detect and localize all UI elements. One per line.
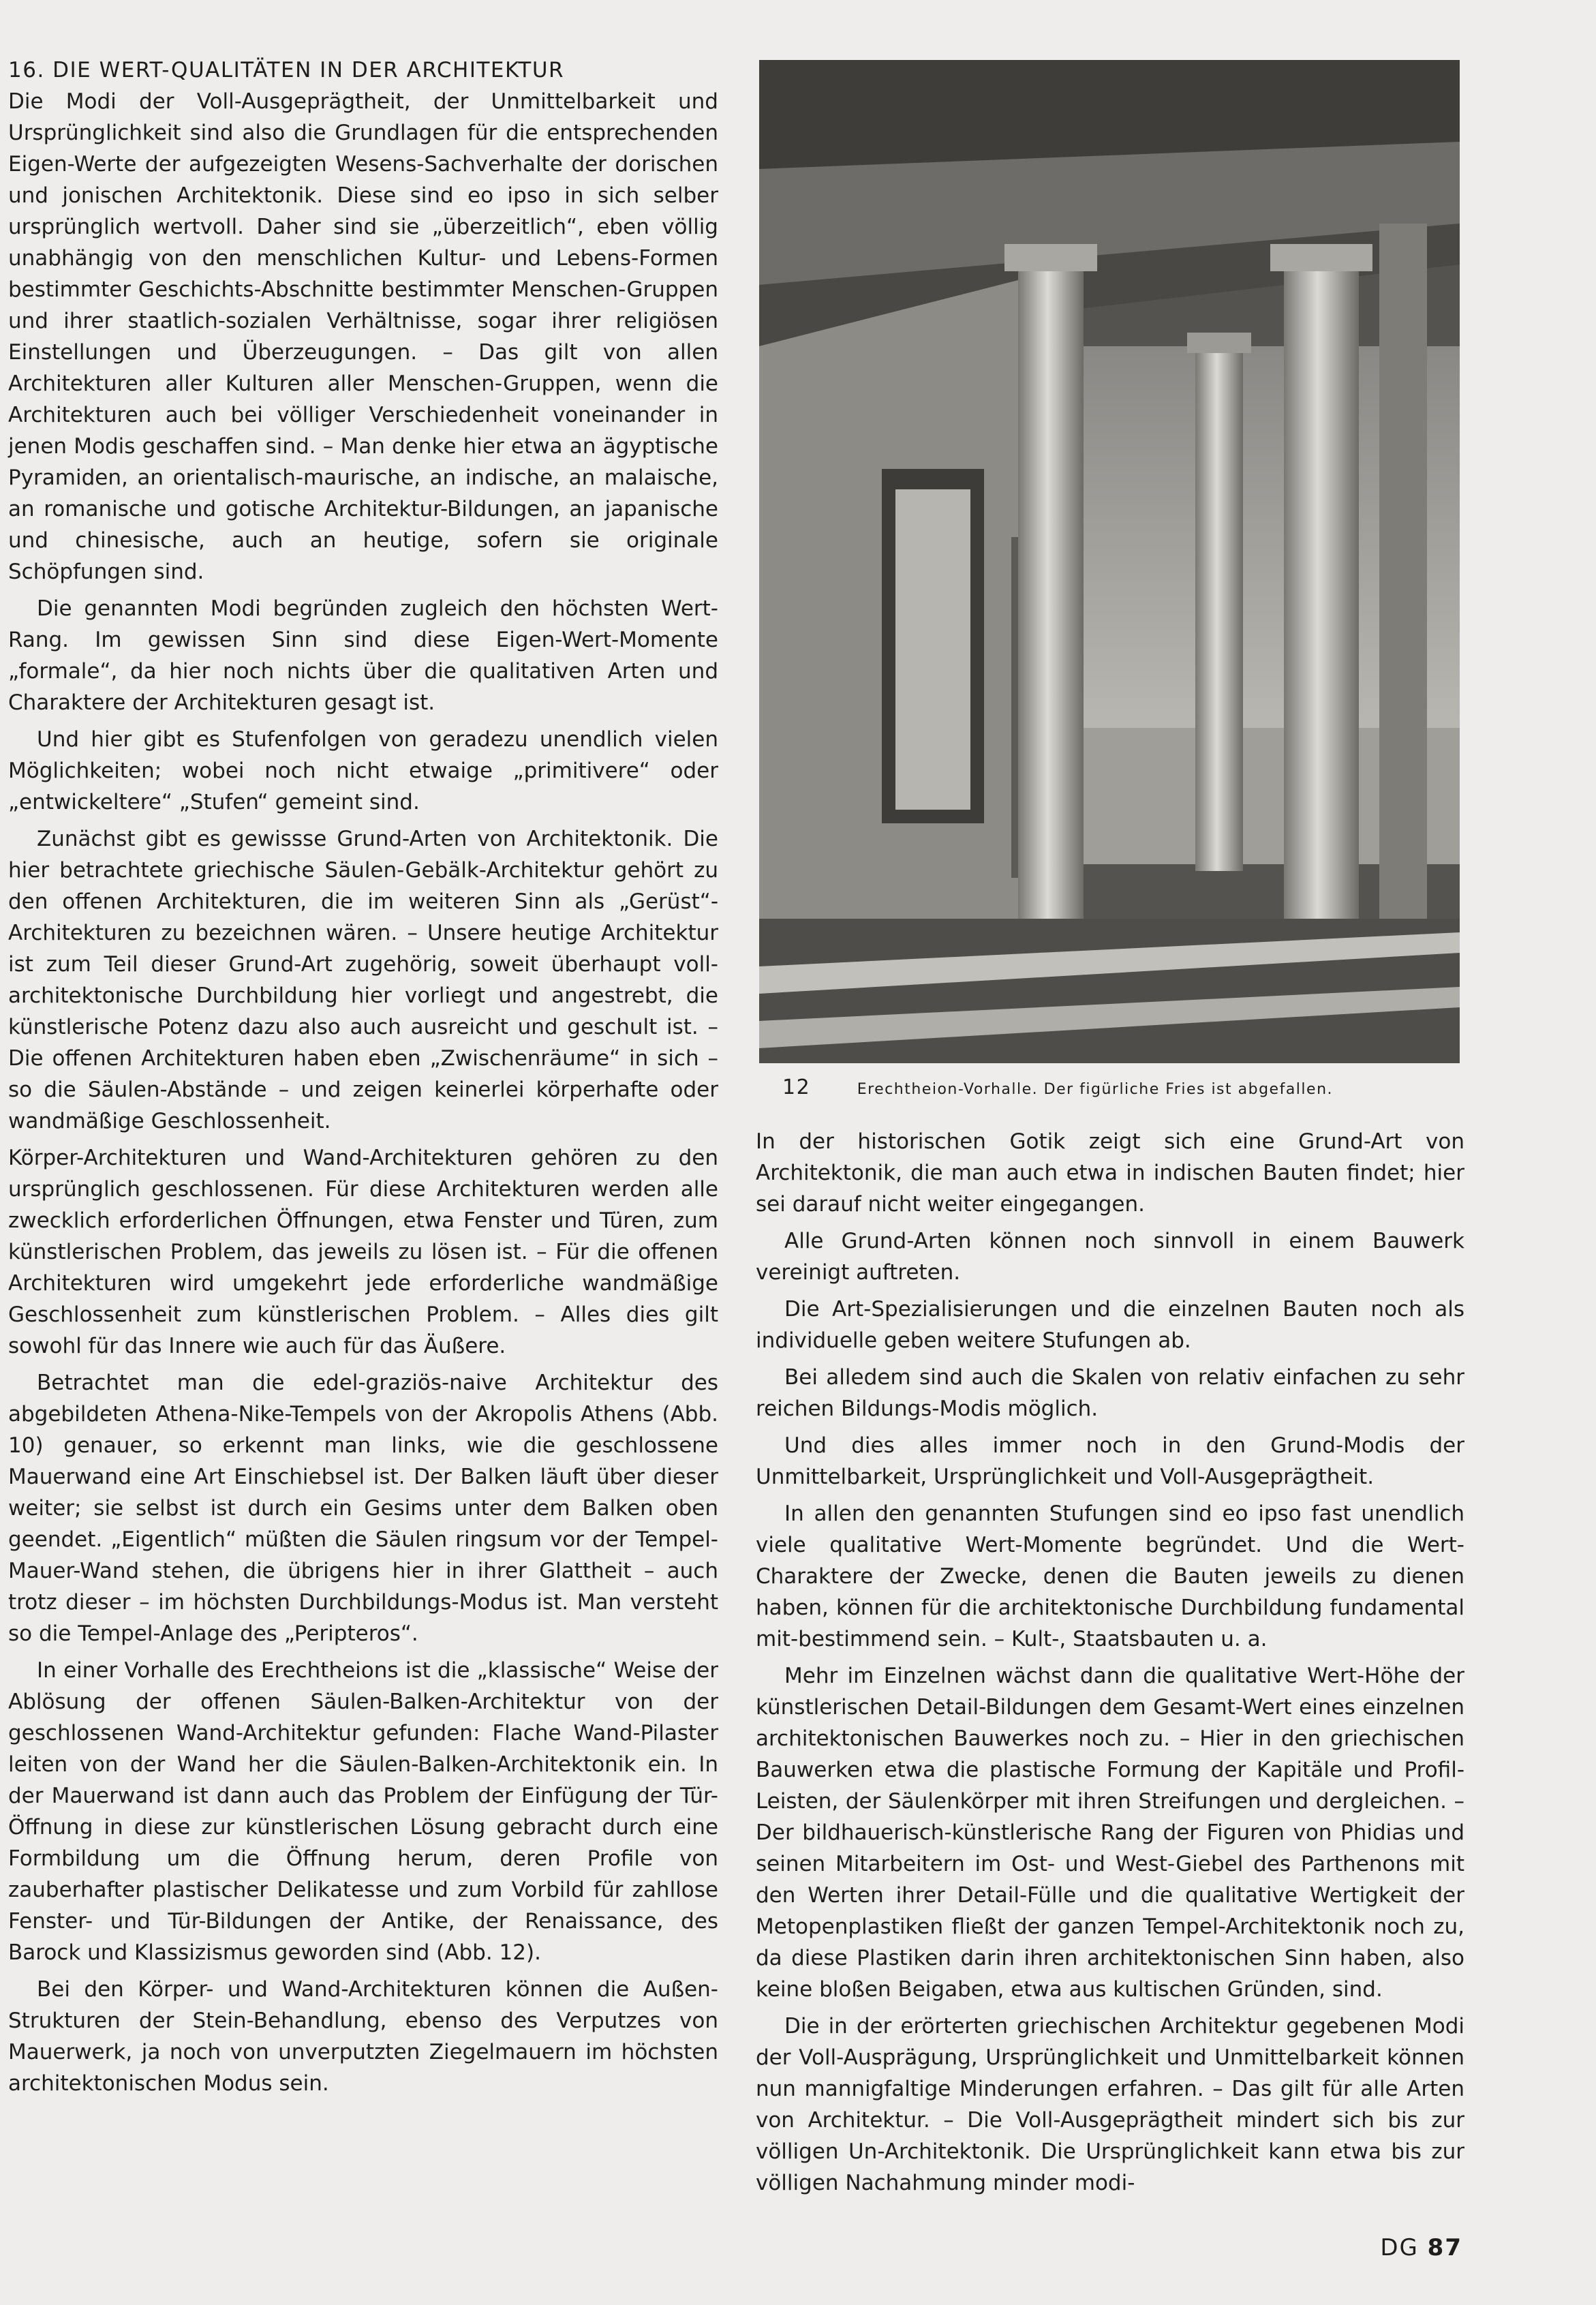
paragraph: Die in der erörterten griechischen Architektur gegebenen Modi der Voll-Ausprägung, Ursprünglichkeit und Unmittelbarkeit können nun mannigfaltige Minderungen erfahren. – Das gilt für alle Arten von Architektur. – Die Voll-Ausgeprägtheit mindert sich bis zur völligen Un-Architektonik. Die Ursprünglichkeit kann etwa bis zur völligen Nachahmung minder modi- [756,2014,1464,2195]
figure-number: 12 [782,1075,811,1099]
paragraph: Mehr im Einzelnen wächst dann die qualitative Wert-Höhe der künstlerischen Detail-Bildungen dem Gesamt-Wert eines einzelnen architektonischen Bauwerkes noch zu. – Hier in den griechischen Bauwerken etwa die plastische Formung der Kapitäle und Profil-Leisten, der Säulenkörper mit ihren Streifungen und dergleichen. – Der bildhauerisch-künstlerische Rang der Figuren von Phidias und seinen Mitarbeitern im Ost- und West-Giebel des Parthenons mit den Werten ihrer Detail-Fülle und die qualitative Wertigkeit der Metopenplastiken fließt der ganzen Tempel-Architektonik noch zu, da diese Plastiken darin ihren architektonischen Sinn haben, also keine bloßen Beigaben, etwa aus kultischen Gründen, sind. [756,1664,1464,2002]
figure-photo [759,60,1460,1063]
paragraph: Zunächst gibt es gewissse Grund-Arten von Architektonik. Die hier betrachtete griechische Säulen-Gebälk-Architektur gehört zu den offenen Architekturen, die im weiteren Sinn als „Gerüst“-Architekturen zu bezeichnen wären. – Unsere heutige Architektur ist zum Teil dieser Grund-Art zugehörig, soweit überhaupt voll-architektonische Durchbildung hier vorliegt und angestrebt, die künstlerische Potenz dazu also auch ausreicht und geschult ist. – Die offenen Architekturen haben eben „Zwischenräume“ in sich – so die Säulen-Abstände – und zeigen keinerlei körperhafte oder wandmäßige Geschlossenheit. [8,827,718,1133]
paragraph: Alle Grund-Arten können noch sinnvoll in einem Bauwerk vereinigt auftreten. [756,1229,1464,1285]
paragraph: Die Art-Spezialisierungen und die einzelnen Bauten noch als individuelle geben weitere Stufungen ab. [756,1297,1464,1353]
paragraph: Und dies alles immer noch in den Grund-Modis der Unmittelbarkeit, Ursprünglichkeit und Voll-Ausgeprägtheit. [756,1433,1464,1489]
paragraph: Bei alledem sind auch die Skalen von relativ einfachen zu sehr reichen Bildungs-Modis möglich. [756,1365,1464,1421]
figure-caption [782,1075,1333,1099]
paragraph: Die Modi der Voll-Ausgeprägtheit, der Unmittelbarkeit und Ursprünglichkeit sind also die Grundlagen für die entsprechenden Eigen-Werte der aufgezeigten Wesens-Sachverhalte der dorischen und jonischen Architektonik. Diese sind eo ipso in sich selber ursprünglich wertvoll. Daher sind sie „überzeitlich“, eben völlig unabhängig von den menschlichen Kultur- und Lebens-Formen bestimmter Geschichts-Abschnitte bestimmter Menschen-Gruppen und ihrer staatlich-sozialen Verhältnisse, sogar ihrer religiösen Einstellungen und Überzeugungen. – Das gilt von allen Architekturen aller Kulturen aller Menschen-Gruppen, wenn die Architekturen auch bei völliger Verschiedenheit voneinander in jenen Modis geschaffen sind. – Man denke hier etwa an ägyptische Pyramiden, an orientalisch-maurische, an indische, an malaische, an romanische und gotische Architektur-Bildungen, an japanische und chinesische, auch an heutige, sofern sie originale Schöpfungen sind. [8,89,718,584]
paragraph: Körper-Architekturen und Wand-Architekturen gehören zu den ursprünglich geschlossenen. Für diese Architekturen werden alle zwecklich erforderlichen Öffnungen, etwa Fenster und Türen, zum künstlerischen Problem, das jeweils zu lösen ist. – Für die offenen Architekturen wird umgekehrt jede erforderliche wandmäßige Geschlossenheit zum künstlerischen Problem. – Alles dies gilt sowohl für das Innere wie auch für das Äußere. [8,1146,718,1358]
journal-abbrev: DG [1380,2234,1419,2261]
paragraph: In einer Vorhalle des Erechtheions ist die „klassische“ Weise der Ablösung der offenen Säulen-Balken-Architektur von der geschlossenen Wand-Architektur gefunden: Flache Wand-Pilaster leiten von der Wand her die Säulen-Balken-Architektonik ein. In der Mauerwand ist dann auch das Problem der Einfügung der Tür-Öffnung in diese zur künstlerischen Lösung gebracht durch eine Formbildung um die Öffnung herum, deren Profile von zauberhafter plastischer Delikatesse und zum Vorbild für zahllose Fenster- und Tür-Bildungen der Antike, der Renaissance, des Barock und Klassizismus geworden sind (Abb. 12). [8,1658,718,1965]
paragraph: Betrachtet man die edel-graziös-naive Architektur des abgebildeten Athena-Nike-Tempels von der Akropolis Athens (Abb. 10) genauer, so erkennt man links, wie die geschlossene Mauerwand eine Art Einschiebsel ist. Der Balken läuft über dieser weiter; sie selbst ist durch ein Gesims unter dem Balken oben geendet. „Eigentlich“ müßten die Säulen ringsum vor der Tempel-Mauer-Wand stehen, die übrigens hier in ihrer Glattheit – auch trotz dieser – im höchsten Durchbildungs-Modus ist. Man versteht so die Tempel-Anlage des „Peripteros“. [8,1371,718,1646]
paragraph: Bei den Körper- und Wand-Architekturen können die Außen-Strukturen der Stein-Behandlung, ebenso des Verputzes von Mauerwerk, ja noch von unverputzten Ziegelmauern im höchsten architektonischen Modus sein. [8,1977,718,2096]
erechtheion-porch-image [759,60,1460,1063]
paragraph: Die genannten Modi begründen zugleich den höchsten Wert-Rang. Im gewissen Sinn sind diese Eigen-Wert-Momente „formale“, da hier noch nichts über die qualitativen Arten und Charaktere der Architekturen gesagt ist. [8,596,718,715]
paragraph: In allen den genannten Stufungen sind eo ipso fast unendlich viele qualitative Wert-Momente begründet. Und die Wert-Charaktere der Zwecke, denen die Bauten jeweils zu dienen haben, können für die architektonische Durchbildung fundamental mit-bestimmend sein. – Kult-, Staatsbauten u. a. [756,1501,1464,1651]
caption-text: Erechtheion-Vorhalle. Der figürliche Fries ist abgefallen. [857,1081,1334,1098]
page-number: 87 [1427,2234,1462,2261]
left-column [8,55,718,2105]
right-column [756,1126,1464,2204]
paragraph: In der historischen Gotik zeigt sich eine Grund-Art von Architektonik, die man auch etwa in indischen Bauten findet; hier sei darauf nicht weiter eingegangen. [756,1129,1464,1217]
section-heading: 16. DIE WERT-QUALITÄTEN IN DER ARCHITEKTUR [8,58,565,82]
paragraph: Und hier gibt es Stufenfolgen von geradezu unendlich vielen Möglichkeiten; wobei noch nicht etwaige „primitivere“ oder „entwickeltere“ „Stufen“ gemeint sind. [8,727,718,814]
page-footer [1380,2234,1462,2261]
